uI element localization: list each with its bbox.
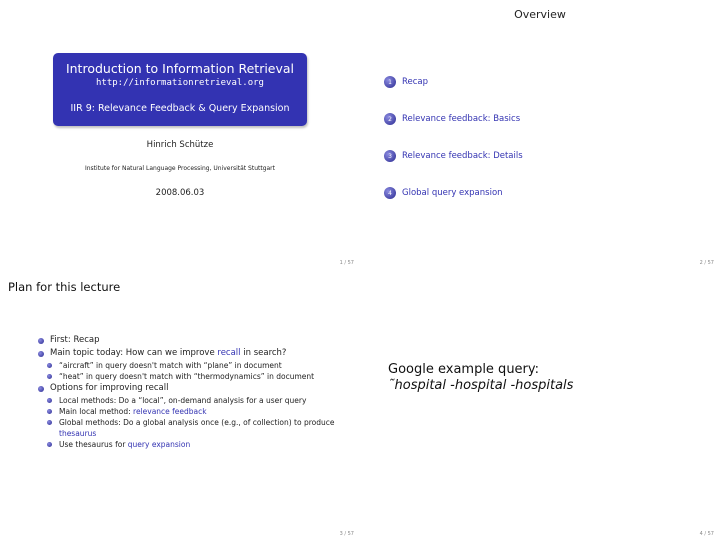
page-number: 3 / 57 bbox=[339, 531, 354, 537]
plan-slide bbox=[0, 271, 360, 541]
section-number-icon: 3 bbox=[384, 150, 396, 162]
overview-title: Overview bbox=[514, 8, 566, 21]
page-number: 2 / 57 bbox=[699, 260, 714, 266]
section-number-icon: 4 bbox=[384, 187, 396, 199]
list-item: First: Recap bbox=[38, 334, 338, 347]
page-number: 4 / 57 bbox=[699, 531, 714, 537]
thesaurus-highlight: thesaurus bbox=[59, 429, 97, 438]
relevance-feedback-highlight: relevance feedback bbox=[133, 407, 207, 416]
bullet-icon bbox=[47, 374, 52, 379]
plan-title: Plan for this lecture bbox=[8, 280, 121, 294]
sub-list-item: Local methods: Do a “local”, on-demand analysis for a user query bbox=[47, 395, 338, 406]
author-name: Hinrich Schütze bbox=[146, 140, 214, 150]
sub-list-item: Global methods: Do a global analysis once (e.g., of collection) to produce thesaurus bbox=[47, 417, 338, 439]
toc-item-recap[interactable] bbox=[384, 76, 428, 88]
toc-label: Relevance feedback: Basics bbox=[402, 114, 521, 124]
list-item: Options for improving recall bbox=[38, 382, 338, 395]
bullet-icon bbox=[38, 351, 44, 357]
bullet-icon bbox=[47, 398, 52, 403]
bullet-icon bbox=[38, 338, 44, 344]
toc-label: Recap bbox=[402, 77, 429, 87]
toc-item-relevance-details[interactable] bbox=[384, 150, 523, 162]
toc-label: Relevance feedback: Details bbox=[402, 151, 523, 161]
bullet-icon bbox=[47, 420, 52, 425]
bullet-list bbox=[38, 334, 338, 450]
page-number: 1 / 57 bbox=[339, 260, 354, 266]
toc-item-global-expansion[interactable] bbox=[384, 187, 503, 199]
recall-highlight: recall bbox=[217, 348, 241, 358]
list-item: Main topic today: How can we improve recall in search? bbox=[38, 347, 338, 360]
sub-list-item: “aircraft” in query doesn't match with “plane” in document bbox=[47, 360, 338, 371]
sub-list-item: Use thesaurus for query expansion bbox=[47, 439, 338, 450]
lecture-date: 2008.06.03 bbox=[155, 188, 205, 198]
slide-title: Introduction to Information Retrieval bbox=[65, 61, 295, 76]
bullet-icon bbox=[47, 363, 52, 368]
sub-list-item: Main local method: relevance feedback bbox=[47, 406, 338, 417]
query-expansion-highlight: query expansion bbox=[127, 440, 191, 449]
bullet-icon bbox=[47, 442, 52, 447]
example-heading: Google example query: bbox=[388, 362, 540, 377]
example-query: ˜hospital -hospital -hospitals bbox=[388, 378, 574, 393]
overview-slide bbox=[360, 0, 720, 270]
toc-item-relevance-basics[interactable] bbox=[384, 113, 520, 125]
institute-name: Institute for Natural Language Processing, Universität Stuttgart bbox=[84, 165, 276, 172]
google-example-slide bbox=[360, 271, 720, 541]
lecture-subtitle: IIR 9: Relevance Feedback & Query Expansion bbox=[70, 103, 290, 114]
toc-label: Global query expansion bbox=[402, 188, 503, 198]
course-url[interactable]: http://informationretrieval.org bbox=[96, 78, 264, 88]
sub-list-item: “heat” in query doesn't match with “thermodynamics” in document bbox=[47, 371, 338, 382]
title-box bbox=[53, 53, 307, 126]
section-number-icon: 1 bbox=[384, 76, 396, 88]
bullet-icon bbox=[47, 409, 52, 414]
section-number-icon: 2 bbox=[384, 113, 396, 125]
title-slide bbox=[0, 0, 360, 270]
bullet-icon bbox=[38, 386, 44, 392]
